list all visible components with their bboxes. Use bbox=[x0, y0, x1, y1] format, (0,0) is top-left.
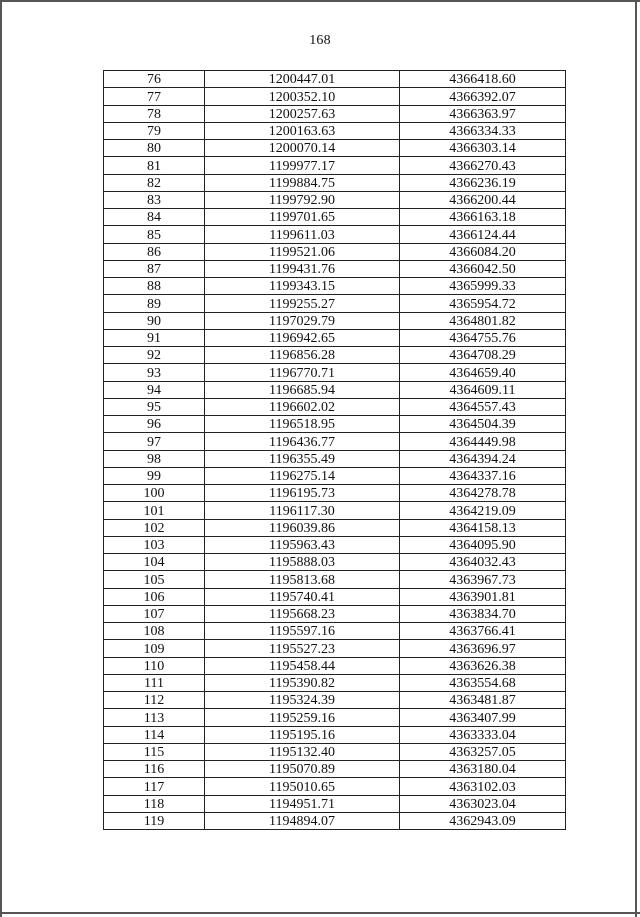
table-row bbox=[104, 554, 566, 571]
table-row bbox=[104, 71, 566, 88]
x-coordinate-cell: 1195740.41 bbox=[205, 588, 400, 605]
y-coordinate-cell: 4364557.43 bbox=[400, 398, 566, 415]
table-row bbox=[104, 674, 566, 691]
point-number-cell: 87 bbox=[104, 260, 205, 277]
point-number-cell: 101 bbox=[104, 502, 205, 519]
x-coordinate-cell: 1196355.49 bbox=[205, 450, 400, 467]
table-row bbox=[104, 450, 566, 467]
x-coordinate-cell: 1200447.01 bbox=[205, 71, 400, 88]
x-coordinate-cell: 1196039.86 bbox=[205, 519, 400, 536]
point-number-cell: 104 bbox=[104, 554, 205, 571]
scan-border-right bbox=[635, 0, 637, 917]
x-coordinate-cell: 1195010.65 bbox=[205, 778, 400, 795]
point-number-cell: 96 bbox=[104, 416, 205, 433]
x-coordinate-cell: 1196518.95 bbox=[205, 416, 400, 433]
point-number-cell: 91 bbox=[104, 329, 205, 346]
x-coordinate-cell: 1195070.89 bbox=[205, 761, 400, 778]
x-coordinate-cell: 1196942.65 bbox=[205, 329, 400, 346]
y-coordinate-cell: 4366084.20 bbox=[400, 243, 566, 260]
table-row bbox=[104, 226, 566, 243]
y-coordinate-cell: 4363901.81 bbox=[400, 588, 566, 605]
point-number-cell: 89 bbox=[104, 295, 205, 312]
y-coordinate-cell: 4365954.72 bbox=[400, 295, 566, 312]
point-number-cell: 79 bbox=[104, 122, 205, 139]
point-number-cell: 107 bbox=[104, 605, 205, 622]
y-coordinate-cell: 4366334.33 bbox=[400, 122, 566, 139]
table-row bbox=[104, 812, 566, 829]
table-row bbox=[104, 467, 566, 484]
point-number-cell: 119 bbox=[104, 812, 205, 829]
y-coordinate-cell: 4366163.18 bbox=[400, 209, 566, 226]
table-row bbox=[104, 519, 566, 536]
point-number-cell: 99 bbox=[104, 467, 205, 484]
table-row bbox=[104, 347, 566, 364]
table-row bbox=[104, 433, 566, 450]
coordinates-table-body bbox=[104, 71, 566, 830]
table-row bbox=[104, 278, 566, 295]
point-number-cell: 100 bbox=[104, 485, 205, 502]
y-coordinate-cell: 4363967.73 bbox=[400, 571, 566, 588]
x-coordinate-cell: 1195324.39 bbox=[205, 692, 400, 709]
scan-border-left bbox=[0, 0, 2, 917]
table-row bbox=[104, 381, 566, 398]
y-coordinate-cell: 4364219.09 bbox=[400, 502, 566, 519]
x-coordinate-cell: 1195597.16 bbox=[205, 623, 400, 640]
point-number-cell: 110 bbox=[104, 657, 205, 674]
y-coordinate-cell: 4363696.97 bbox=[400, 640, 566, 657]
x-coordinate-cell: 1196856.28 bbox=[205, 347, 400, 364]
x-coordinate-cell: 1199431.76 bbox=[205, 260, 400, 277]
point-number-cell: 98 bbox=[104, 450, 205, 467]
table-row bbox=[104, 485, 566, 502]
x-coordinate-cell: 1195458.44 bbox=[205, 657, 400, 674]
y-coordinate-cell: 4364801.82 bbox=[400, 312, 566, 329]
point-number-cell: 82 bbox=[104, 174, 205, 191]
x-coordinate-cell: 1196602.02 bbox=[205, 398, 400, 415]
table-row bbox=[104, 260, 566, 277]
point-number-cell: 115 bbox=[104, 743, 205, 760]
table-row bbox=[104, 795, 566, 812]
x-coordinate-cell: 1194894.07 bbox=[205, 812, 400, 829]
table-row bbox=[104, 105, 566, 122]
table-row bbox=[104, 209, 566, 226]
point-number-cell: 88 bbox=[104, 278, 205, 295]
point-number-cell: 84 bbox=[104, 209, 205, 226]
y-coordinate-cell: 4364504.39 bbox=[400, 416, 566, 433]
table-row bbox=[104, 398, 566, 415]
point-number-cell: 77 bbox=[104, 88, 205, 105]
x-coordinate-cell: 1196685.94 bbox=[205, 381, 400, 398]
point-number-cell: 83 bbox=[104, 191, 205, 208]
x-coordinate-cell: 1195132.40 bbox=[205, 743, 400, 760]
y-coordinate-cell: 4363257.05 bbox=[400, 743, 566, 760]
table-row bbox=[104, 416, 566, 433]
x-coordinate-cell: 1200352.10 bbox=[205, 88, 400, 105]
y-coordinate-cell: 4363766.41 bbox=[400, 623, 566, 640]
table-row bbox=[104, 726, 566, 743]
table-row bbox=[104, 243, 566, 260]
table-row bbox=[104, 657, 566, 674]
y-coordinate-cell: 4366042.50 bbox=[400, 260, 566, 277]
point-number-cell: 111 bbox=[104, 674, 205, 691]
table-row bbox=[104, 364, 566, 381]
table-row bbox=[104, 605, 566, 622]
point-number-cell: 117 bbox=[104, 778, 205, 795]
table-row bbox=[104, 692, 566, 709]
y-coordinate-cell: 4362943.09 bbox=[400, 812, 566, 829]
x-coordinate-cell: 1199255.27 bbox=[205, 295, 400, 312]
y-coordinate-cell: 4366270.43 bbox=[400, 157, 566, 174]
point-number-cell: 95 bbox=[104, 398, 205, 415]
x-coordinate-cell: 1199701.65 bbox=[205, 209, 400, 226]
y-coordinate-cell: 4363407.99 bbox=[400, 709, 566, 726]
x-coordinate-cell: 1196770.71 bbox=[205, 364, 400, 381]
point-number-cell: 118 bbox=[104, 795, 205, 812]
table-row bbox=[104, 502, 566, 519]
y-coordinate-cell: 4363333.04 bbox=[400, 726, 566, 743]
x-coordinate-cell: 1196195.73 bbox=[205, 485, 400, 502]
point-number-cell: 113 bbox=[104, 709, 205, 726]
x-coordinate-cell: 1196117.30 bbox=[205, 502, 400, 519]
point-number-cell: 116 bbox=[104, 761, 205, 778]
x-coordinate-cell: 1195259.16 bbox=[205, 709, 400, 726]
y-coordinate-cell: 4366418.60 bbox=[400, 71, 566, 88]
point-number-cell: 92 bbox=[104, 347, 205, 364]
y-coordinate-cell: 4363102.03 bbox=[400, 778, 566, 795]
table-row bbox=[104, 157, 566, 174]
table-row bbox=[104, 761, 566, 778]
point-number-cell: 78 bbox=[104, 105, 205, 122]
point-number-cell: 86 bbox=[104, 243, 205, 260]
table-row bbox=[104, 295, 566, 312]
x-coordinate-cell: 1196275.14 bbox=[205, 467, 400, 484]
x-coordinate-cell: 1195390.82 bbox=[205, 674, 400, 691]
table-row bbox=[104, 140, 566, 157]
x-coordinate-cell: 1200070.14 bbox=[205, 140, 400, 157]
point-number-cell: 112 bbox=[104, 692, 205, 709]
point-number-cell: 105 bbox=[104, 571, 205, 588]
x-coordinate-cell: 1199521.06 bbox=[205, 243, 400, 260]
point-number-cell: 97 bbox=[104, 433, 205, 450]
y-coordinate-cell: 4365999.33 bbox=[400, 278, 566, 295]
y-coordinate-cell: 4364095.90 bbox=[400, 536, 566, 553]
point-number-cell: 90 bbox=[104, 312, 205, 329]
scan-border-top bbox=[0, 0, 640, 2]
table-row bbox=[104, 174, 566, 191]
table-row bbox=[104, 778, 566, 795]
table-row bbox=[104, 536, 566, 553]
y-coordinate-cell: 4364659.40 bbox=[400, 364, 566, 381]
y-coordinate-cell: 4366200.44 bbox=[400, 191, 566, 208]
x-coordinate-cell: 1199343.15 bbox=[205, 278, 400, 295]
scan-border-bottom bbox=[0, 912, 640, 914]
y-coordinate-cell: 4364609.11 bbox=[400, 381, 566, 398]
point-number-cell: 80 bbox=[104, 140, 205, 157]
y-coordinate-cell: 4364032.43 bbox=[400, 554, 566, 571]
table-row bbox=[104, 122, 566, 139]
y-coordinate-cell: 4364278.78 bbox=[400, 485, 566, 502]
x-coordinate-cell: 1200257.63 bbox=[205, 105, 400, 122]
point-number-cell: 108 bbox=[104, 623, 205, 640]
x-coordinate-cell: 1199611.03 bbox=[205, 226, 400, 243]
x-coordinate-cell: 1195963.43 bbox=[205, 536, 400, 553]
table-row bbox=[104, 743, 566, 760]
point-number-cell: 81 bbox=[104, 157, 205, 174]
point-number-cell: 93 bbox=[104, 364, 205, 381]
point-number-cell: 76 bbox=[104, 71, 205, 88]
table-row bbox=[104, 571, 566, 588]
y-coordinate-cell: 4364449.98 bbox=[400, 433, 566, 450]
y-coordinate-cell: 4366392.07 bbox=[400, 88, 566, 105]
table-row bbox=[104, 191, 566, 208]
coordinates-table bbox=[103, 70, 566, 830]
table-row bbox=[104, 88, 566, 105]
y-coordinate-cell: 4363481.87 bbox=[400, 692, 566, 709]
y-coordinate-cell: 4364158.13 bbox=[400, 519, 566, 536]
table-row bbox=[104, 640, 566, 657]
y-coordinate-cell: 4364708.29 bbox=[400, 347, 566, 364]
x-coordinate-cell: 1199792.90 bbox=[205, 191, 400, 208]
point-number-cell: 109 bbox=[104, 640, 205, 657]
x-coordinate-cell: 1197029.79 bbox=[205, 312, 400, 329]
x-coordinate-cell: 1195668.23 bbox=[205, 605, 400, 622]
point-number-cell: 94 bbox=[104, 381, 205, 398]
x-coordinate-cell: 1199884.75 bbox=[205, 174, 400, 191]
point-number-cell: 85 bbox=[104, 226, 205, 243]
y-coordinate-cell: 4366363.97 bbox=[400, 105, 566, 122]
point-number-cell: 102 bbox=[104, 519, 205, 536]
y-coordinate-cell: 4363554.68 bbox=[400, 674, 566, 691]
x-coordinate-cell: 1200163.63 bbox=[205, 122, 400, 139]
y-coordinate-cell: 4363023.04 bbox=[400, 795, 566, 812]
y-coordinate-cell: 4363834.70 bbox=[400, 605, 566, 622]
x-coordinate-cell: 1195195.16 bbox=[205, 726, 400, 743]
point-number-cell: 114 bbox=[104, 726, 205, 743]
x-coordinate-cell: 1194951.71 bbox=[205, 795, 400, 812]
table-row bbox=[104, 588, 566, 605]
x-coordinate-cell: 1195527.23 bbox=[205, 640, 400, 657]
y-coordinate-cell: 4366236.19 bbox=[400, 174, 566, 191]
y-coordinate-cell: 4364755.76 bbox=[400, 329, 566, 346]
y-coordinate-cell: 4364337.16 bbox=[400, 467, 566, 484]
x-coordinate-cell: 1195888.03 bbox=[205, 554, 400, 571]
table-row bbox=[104, 329, 566, 346]
table-row bbox=[104, 312, 566, 329]
y-coordinate-cell: 4366124.44 bbox=[400, 226, 566, 243]
x-coordinate-cell: 1196436.77 bbox=[205, 433, 400, 450]
table-row bbox=[104, 623, 566, 640]
x-coordinate-cell: 1195813.68 bbox=[205, 571, 400, 588]
x-coordinate-cell: 1199977.17 bbox=[205, 157, 400, 174]
y-coordinate-cell: 4366303.14 bbox=[400, 140, 566, 157]
point-number-cell: 103 bbox=[104, 536, 205, 553]
y-coordinate-cell: 4363180.04 bbox=[400, 761, 566, 778]
y-coordinate-cell: 4363626.38 bbox=[400, 657, 566, 674]
point-number-cell: 106 bbox=[104, 588, 205, 605]
page-number: 168 bbox=[309, 33, 331, 48]
table-row bbox=[104, 709, 566, 726]
y-coordinate-cell: 4364394.24 bbox=[400, 450, 566, 467]
